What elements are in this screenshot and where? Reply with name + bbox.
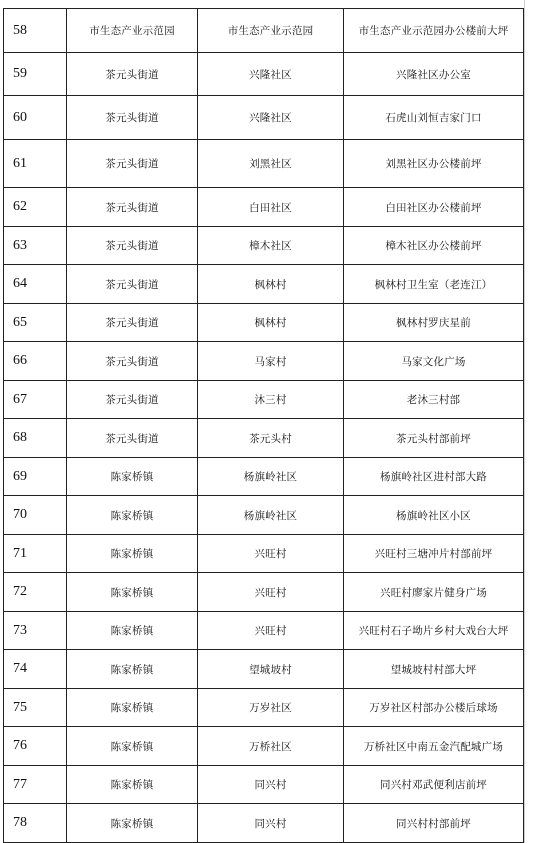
community-village-cell: 沐三村 [198,381,344,419]
row-number: 62 [4,188,67,227]
row-number: 68 [4,419,67,458]
table-row [4,227,524,265]
table-row [4,381,524,419]
community-village-cell: 杨旗岭社区 [198,458,344,496]
table-row [4,419,524,458]
street-town-cell: 茶元头街道 [67,188,198,227]
location-cell: 市生态产业示范园办公楼前大坪 [344,9,524,53]
row-number: 65 [4,304,67,342]
location-cell: 枫林村罗庆星前 [344,304,524,342]
street-town-cell: 陈家桥镇 [67,689,198,727]
street-town-cell: 茶元头街道 [67,381,198,419]
table-row [4,140,524,188]
street-town-cell: 茶元头街道 [67,265,198,304]
row-number: 61 [4,140,67,188]
table-row [4,766,524,804]
community-village-cell: 同兴村 [198,766,344,804]
row-number: 59 [4,53,67,96]
community-village-cell: 兴隆社区 [198,53,344,96]
row-number: 69 [4,458,67,496]
street-town-cell: 陈家桥镇 [67,766,198,804]
table-row [4,9,524,53]
page-edge-line [524,0,525,843]
community-village-cell: 兴旺村 [198,612,344,650]
row-number: 76 [4,727,67,766]
row-number: 70 [4,496,67,535]
community-village-cell: 万岁社区 [198,689,344,727]
row-number: 75 [4,689,67,727]
table-row [4,573,524,612]
street-town-cell: 茶元头街道 [67,53,198,96]
table-row [4,496,524,535]
row-number: 77 [4,766,67,804]
table-row [4,458,524,496]
row-number: 78 [4,804,67,843]
street-town-cell: 陈家桥镇 [67,496,198,535]
street-town-cell: 陈家桥镇 [67,804,198,843]
community-village-cell: 白田社区 [198,188,344,227]
location-cell: 茶元头村部前坪 [344,419,524,458]
row-number: 66 [4,342,67,381]
street-town-cell: 陈家桥镇 [67,612,198,650]
community-village-cell: 马家村 [198,342,344,381]
table-row [4,96,524,140]
community-village-cell: 望城坡村 [198,650,344,689]
location-cell: 杨旗岭社区小区 [344,496,524,535]
row-number: 64 [4,265,67,304]
location-cell: 万桥社区中南五金汽配城广场 [344,727,524,766]
community-village-cell: 茶元头村 [198,419,344,458]
row-number: 60 [4,96,67,140]
street-town-cell: 陈家桥镇 [67,573,198,612]
row-number: 74 [4,650,67,689]
table-row [4,650,524,689]
row-number: 72 [4,573,67,612]
community-village-cell: 兴旺村 [198,573,344,612]
table-row [4,804,524,843]
community-village-cell: 市生态产业示范园 [198,9,344,53]
site-table-body [4,9,524,843]
table-row [4,304,524,342]
table-row [4,265,524,304]
community-village-cell: 万桥社区 [198,727,344,766]
street-town-cell: 陈家桥镇 [67,650,198,689]
community-village-cell: 兴旺村 [198,535,344,573]
row-number: 58 [4,9,67,53]
location-cell: 兴旺村三塘冲片村部前坪 [344,535,524,573]
location-cell: 兴隆社区办公室 [344,53,524,96]
street-town-cell: 茶元头街道 [67,342,198,381]
street-town-cell: 市生态产业示范园 [67,9,198,53]
site-table [3,8,524,843]
street-town-cell: 陈家桥镇 [67,535,198,573]
street-town-cell: 陈家桥镇 [67,727,198,766]
community-village-cell: 刘黑社区 [198,140,344,188]
location-cell: 石虎山刘恒吉家门口 [344,96,524,140]
row-number: 63 [4,227,67,265]
location-cell: 兴旺村石子坳片乡村大戏台大坪 [344,612,524,650]
location-cell: 兴旺村廖家片健身广场 [344,573,524,612]
street-town-cell: 陈家桥镇 [67,458,198,496]
location-cell: 樟木社区办公楼前坪 [344,227,524,265]
community-village-cell: 兴隆社区 [198,96,344,140]
street-town-cell: 茶元头街道 [67,227,198,265]
community-village-cell: 枫林村 [198,304,344,342]
community-village-cell: 樟木社区 [198,227,344,265]
location-cell: 马家文化广场 [344,342,524,381]
location-cell: 白田社区办公楼前坪 [344,188,524,227]
location-cell: 刘黑社区办公楼前坪 [344,140,524,188]
table-row [4,535,524,573]
row-number: 73 [4,612,67,650]
street-town-cell: 茶元头街道 [67,140,198,188]
location-cell: 老沐三村部 [344,381,524,419]
street-town-cell: 茶元头街道 [67,96,198,140]
table-row [4,188,524,227]
location-cell: 望城坡村村部大坪 [344,650,524,689]
table-row [4,727,524,766]
street-town-cell: 茶元头街道 [67,419,198,458]
location-cell: 万岁社区村部办公楼后球场 [344,689,524,727]
table-row [4,53,524,96]
row-number: 71 [4,535,67,573]
street-town-cell: 茶元头街道 [67,304,198,342]
row-number: 67 [4,381,67,419]
location-cell: 杨旗岭社区进村部大路 [344,458,524,496]
community-village-cell: 杨旗岭社区 [198,496,344,535]
table-row [4,342,524,381]
table-row [4,612,524,650]
location-cell: 同兴村邓武便利店前坪 [344,766,524,804]
location-cell: 同兴村村部前坪 [344,804,524,843]
community-village-cell: 同兴村 [198,804,344,843]
location-cell: 枫林村卫生室（老连江） [344,265,524,304]
table-row [4,689,524,727]
community-village-cell: 枫林村 [198,265,344,304]
